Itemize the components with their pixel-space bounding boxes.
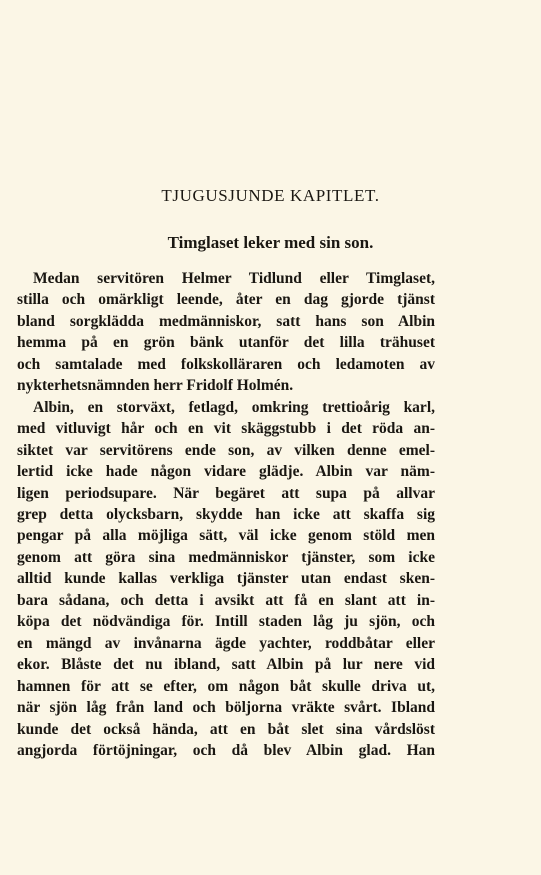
text-line: bara sådana, och detta i avsikt att få en slant att in- (17, 591, 435, 609)
text-line: köpa det nödvändiga för. Intill staden låg ju sjön, och (17, 613, 435, 631)
text-line: Medan servitören Helmer Tidlund eller Timglaset, (33, 270, 435, 287)
chapter-heading: TJUGUSJUNDE KAPITLET. (161, 186, 380, 205)
text-line: angjorda förtöjningar, och då blev Albin glad. Han (17, 741, 435, 759)
text-line: ligen periodsupare. När begäret att supa på allvar (17, 484, 435, 502)
text-line: bland sorgklädda medmänniskor, satt hans son Albin (17, 312, 435, 330)
text-line: siktet var servitörens ende son, av vilken denne emel- (17, 441, 435, 459)
text-line: nykterhetsnämnden herr Fridolf Holmén. (17, 377, 294, 395)
text-line: en mängd av invånarna ägde yachter, roddbåtar eller (17, 634, 435, 652)
text-line: lertid icke hade någon vidare glädje. Albin var näm- (17, 463, 435, 481)
text-line: grep detta olycksbarn, skydde han icke att skaffa sig (17, 505, 435, 523)
text-line: med vitluvigt hår och en vit skäggstubb i det röda an- (17, 420, 435, 438)
text-line: genom att göra sina medmänniskor tjänster, som icke (17, 548, 435, 566)
text-line: ekor. Blåste det nu ibland, satt Albin på lur nere vid (17, 656, 435, 674)
chapter-title: Timglaset leker med sin son. (167, 233, 374, 252)
text-line: hemma på en grön bänk utanför det lilla trähuset (17, 334, 435, 352)
text-line: hamnen för att se efter, om någon båt skulle driva ut, (17, 677, 435, 695)
text-line: pengar på alla möjliga sätt, väl icke genom stöld men (17, 527, 435, 545)
text-line: kunde det också hända, att en båt slet sina vårdslöst (17, 720, 435, 738)
text-line: när sjön låg från land och böljorna vräkte svårt. Ibland (17, 699, 435, 717)
text-line: Albin, en storväxt, fetlagd, omkring trettioårig karl, (33, 398, 435, 416)
body-text (17, 268, 435, 761)
text-line: stilla och omärkligt leende, åter en dag gjorde tjänst (17, 291, 435, 309)
text-line: alltid kunde kallas verkliga tjänster utan endast sken- (17, 570, 435, 588)
text-line: och samtalade med folkskolläraren och ledamoten av (17, 355, 435, 373)
